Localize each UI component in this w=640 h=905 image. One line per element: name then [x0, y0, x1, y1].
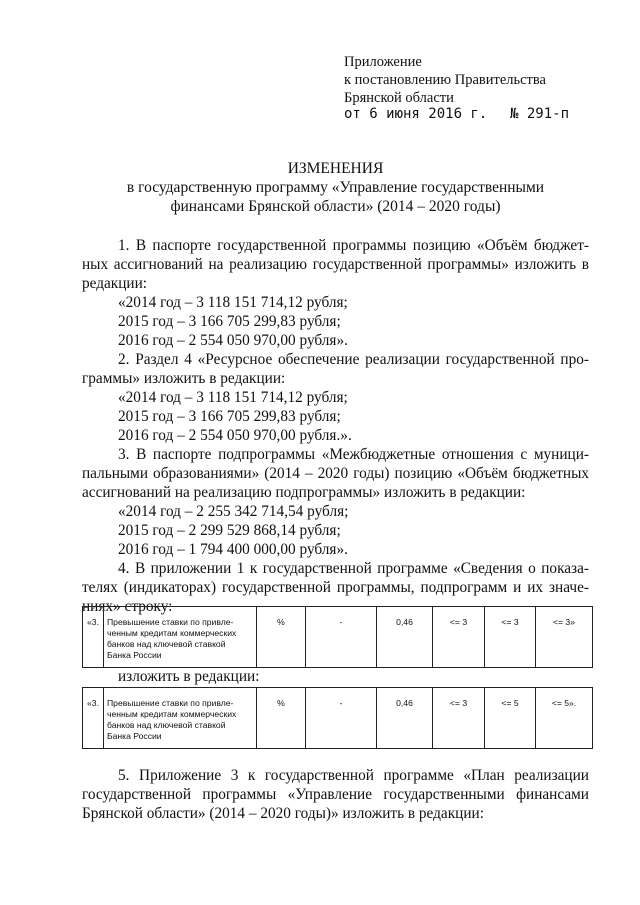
document-subtitle-line1: в государственную программу «Управление государственными	[126, 179, 545, 196]
decree-number: № 291-п	[510, 106, 570, 122]
item4-line1: 4. В приложении 1 к государственной программе «Сведения о показа-	[118, 560, 589, 577]
appendix-region-line: Брянской области	[344, 90, 454, 106]
item2-value-2014: «2014 год – 3 118 151 714,12 рубля;	[118, 389, 348, 406]
indicator-table-new	[82, 687, 593, 749]
base-value-cell: -	[306, 688, 377, 749]
indicator-description	[104, 607, 257, 668]
item5-line2: государственной программы «Управление государственными финансами	[82, 786, 589, 803]
description-line: банков над ключевой ставкой	[107, 639, 226, 649]
description-line: ченным кредитам коммерческих	[107, 628, 237, 638]
description-line: банков над ключевой ставкой	[107, 720, 226, 730]
value-cell-4: <= 5».	[536, 688, 593, 749]
description-line: Превышение ставки по привле-	[107, 617, 234, 627]
base-value-cell: -	[306, 607, 377, 668]
item2-line1: 2. Раздел 4 «Ресурсное обеспечение реализации государственной про-	[118, 351, 589, 368]
item2-value-2016: 2016 год – 2 554 050 970,00 рубля.».	[118, 427, 352, 444]
item1-value-2014: «2014 год – 3 118 151 714,12 рубля;	[118, 294, 348, 311]
item5-line1: 5. Приложение 3 к государственной программе «План реализации	[118, 767, 589, 784]
item4-line3: ниях» строку:	[82, 598, 173, 615]
item3-value-2014: «2014 год – 2 255 342 714,54 рубля;	[118, 503, 349, 520]
value-cell-2: <= 3	[433, 607, 485, 668]
decree-date: от 6 июня 2016 г.	[344, 106, 488, 122]
item3-line1: 3. В паспорте подпрограммы «Межбюджетные отношения с муници-	[118, 446, 589, 463]
indicator-table-old	[82, 606, 593, 668]
item3-line2: пальными образованиями» (2014 – 2020 годы) позицию «Объём бюджетных	[82, 465, 589, 482]
unit-cell: %	[257, 688, 306, 749]
row-number: «3.	[83, 607, 104, 668]
item1-line2: ных ассигнований на реализацию государственной программы» изложить в	[82, 256, 589, 273]
description-line: Превышение ставки по привле-	[107, 698, 234, 708]
description-line: Банка России	[107, 650, 162, 660]
item1-line3: редакции:	[82, 275, 148, 292]
value-cell-1: 0,46	[377, 607, 433, 668]
item1-value-2015: 2015 год – 3 166 705 299,83 рубля;	[118, 313, 341, 330]
item4-line2: телях (индикаторах) государственной программы, подпрограмм и их значе-	[82, 579, 589, 596]
value-cell-2: <= 3	[433, 688, 485, 749]
document-heading: ИЗМЕНЕНИЯ	[287, 160, 384, 177]
value-cell-3: <= 5	[485, 688, 536, 749]
unit-cell: %	[257, 607, 306, 668]
item3-value-2015: 2015 год – 2 299 529 868,14 рубля;	[118, 522, 341, 539]
item5-line3: Брянской области» (2014 – 2020 годы)» изложить в редакции:	[82, 805, 484, 822]
item1-value-2016: 2016 год – 2 554 050 970,00 рубля».	[118, 332, 348, 349]
item3-value-2016: 2016 год – 1 794 400 000,00 рубля».	[118, 541, 348, 558]
value-cell-3: <= 3	[485, 607, 536, 668]
row-number: «3.	[83, 688, 104, 749]
item3-line3: ассигнований на реализацию подпрограммы» изложить в редакции:	[82, 484, 526, 501]
item2-value-2015: 2015 год – 3 166 705 299,83 рубля;	[118, 408, 341, 425]
appendix-decree-line: к постановлению Правительства	[344, 72, 546, 88]
description-line: Банка России	[107, 731, 162, 741]
between-tables-text: изложить в редакции:	[118, 668, 260, 685]
appendix-label: Приложение	[344, 54, 422, 70]
document-subtitle-line2: финансами Брянской области» (2014 – 2020 годы)	[170, 198, 501, 215]
item1-line1: 1. В паспорте государственной программы позицию «Объём бюджет-	[118, 237, 589, 254]
description-line: ченным кредитам коммерческих	[107, 709, 237, 719]
table-row	[83, 688, 593, 749]
table-row	[83, 607, 593, 668]
value-cell-4: <= 3»	[536, 607, 593, 668]
value-cell-1: 0,46	[377, 688, 433, 749]
item2-line2: граммы» изложить в редакции:	[82, 370, 286, 387]
indicator-description	[104, 688, 257, 749]
